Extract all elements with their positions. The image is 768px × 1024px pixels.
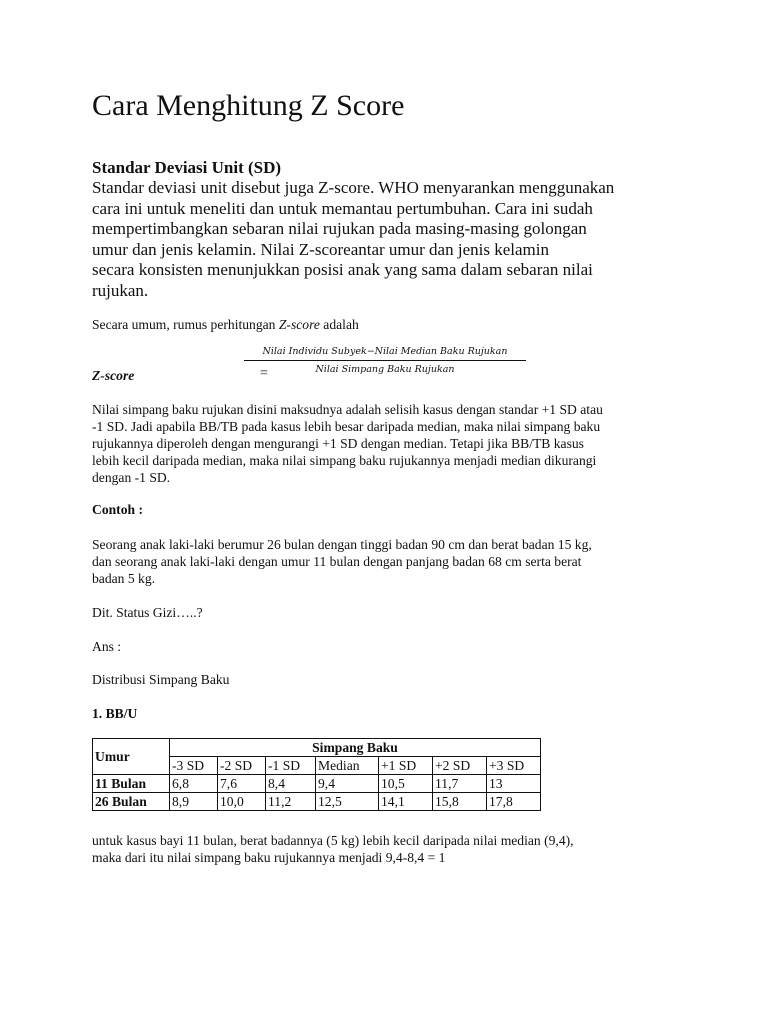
question-text: Dit. Status Gizi…..? bbox=[92, 605, 203, 620]
table-cell: 15,8 bbox=[433, 793, 487, 811]
table-cell: 9,4 bbox=[316, 775, 379, 793]
sd-section-heading: Standar Deviasi Unit (SD) bbox=[92, 158, 282, 177]
column-header: +1 SD bbox=[379, 757, 433, 775]
example-line: Seorang anak laki-laki berumur 26 bulan dengan tinggi badan 90 cm dan berat badan 15 kg, bbox=[92, 537, 592, 552]
conclusion-line: maka dari itu nilai simpang baku rujukannya menjadi 9,4-8,4 = 1 bbox=[92, 850, 446, 865]
simpang-baku-header: Simpang Baku bbox=[170, 739, 541, 757]
row-label: 26 Bulan bbox=[93, 793, 170, 811]
umur-header: Umur bbox=[93, 739, 170, 775]
table-cell: 10,0 bbox=[218, 793, 266, 811]
formula-intro-italic: Z-score bbox=[278, 317, 320, 332]
table-cell: 6,8 bbox=[170, 775, 218, 793]
simpang-baku-table bbox=[92, 738, 541, 811]
column-header: Median bbox=[316, 757, 379, 775]
formula-zscore-label: Z-score bbox=[92, 368, 135, 383]
table-cell: 10,5 bbox=[379, 775, 433, 793]
table-cell: 11,7 bbox=[433, 775, 487, 793]
formula-intro bbox=[92, 316, 692, 333]
formula-equals-sign: = bbox=[260, 366, 268, 381]
formula-intro-after: adalah bbox=[319, 317, 359, 332]
intro-line: cara ini untuk meneliti dan untuk memantau pertumbuhan. Cara ini sudah bbox=[92, 198, 593, 218]
explanation-line: Nilai simpang baku rujukan disini maksudnya adalah selisih kasus dengan standar +1 SD atau bbox=[92, 402, 603, 417]
example-line: badan 5 kg. bbox=[92, 571, 156, 586]
table-row bbox=[93, 775, 541, 793]
formula-numerator: Nilai Individu Subyek−Nilai Median Baku Rujukan bbox=[244, 346, 526, 361]
explanation-line: -1 SD. Jadi apabila BB/TB pada kasus lebih besar daripada median, maka nilai simpang baku bbox=[92, 419, 601, 434]
example-paragraph bbox=[92, 536, 692, 587]
column-header: -3 SD bbox=[170, 757, 218, 775]
column-header: -1 SD bbox=[266, 757, 316, 775]
answer-label: Ans : bbox=[92, 639, 122, 654]
table-cell: 11,2 bbox=[266, 793, 316, 811]
table-cell: 13 bbox=[487, 775, 541, 793]
contoh-label: Contoh : bbox=[92, 502, 143, 517]
intro-line: mempertimbangkan sebaran nilai rujukan pada masing-masing golongan bbox=[92, 219, 587, 238]
table-cell: 12,5 bbox=[316, 793, 379, 811]
formula-intro-before: Secara umum, rumus perhitungan bbox=[92, 317, 279, 332]
intro-line: secara konsisten menunjukkan posisi anak yang sama dalam sebaran nilai bbox=[92, 260, 593, 279]
explanation-line: rujukannya diperoleh dengan mengurangi +1 SD dengan median. Tetapi jika BB/TB kasus bbox=[92, 436, 584, 451]
table-header-row bbox=[93, 739, 541, 757]
intro-line: Standar deviasi unit disebut juga Z-score. WHO menyarankan menggunakan bbox=[92, 178, 615, 197]
table-cell: 14,1 bbox=[379, 793, 433, 811]
table-cell: 7,6 bbox=[218, 775, 266, 793]
formula-denominator: Nilai Simpang Baku Rujukan bbox=[315, 364, 455, 375]
column-header: +2 SD bbox=[433, 757, 487, 775]
intro-line: umur dan jenis kelamin. Nilai Z-scoreantar umur dan jenis kelamin bbox=[92, 239, 549, 259]
distribution-heading: Distribusi Simpang Baku bbox=[92, 672, 230, 687]
conclusion-line: untuk kasus bayi 11 bulan, berat badannya (5 kg) lebih kecil daripada nilai median (9,4), bbox=[92, 833, 574, 848]
page-title: Cara Menghitung Z Score bbox=[92, 89, 405, 122]
table-cell: 17,8 bbox=[487, 793, 541, 811]
table-cell: 8,4 bbox=[266, 775, 316, 793]
section-bbu-heading: 1. BB/U bbox=[92, 706, 138, 721]
formula-fraction bbox=[244, 346, 526, 376]
row-label: 11 Bulan bbox=[93, 775, 170, 793]
table-cell: 8,9 bbox=[170, 793, 218, 811]
conclusion-paragraph bbox=[92, 832, 692, 866]
column-header: +3 SD bbox=[487, 757, 541, 775]
table-row bbox=[93, 793, 541, 811]
intro-line: rujukan. bbox=[92, 280, 149, 300]
column-header: -2 SD bbox=[218, 757, 266, 775]
explanation-paragraph bbox=[92, 401, 692, 486]
example-line: dan seorang anak laki-laki dengan umur 11 bulan dengan panjang badan 68 cm serta berat bbox=[92, 554, 582, 569]
intro-paragraph bbox=[92, 178, 692, 301]
explanation-line: lebih kecil daripada median, maka nilai simpang baku rujukannya menjadi median dikurangi bbox=[92, 453, 597, 468]
explanation-line: dengan -1 SD. bbox=[92, 470, 171, 485]
